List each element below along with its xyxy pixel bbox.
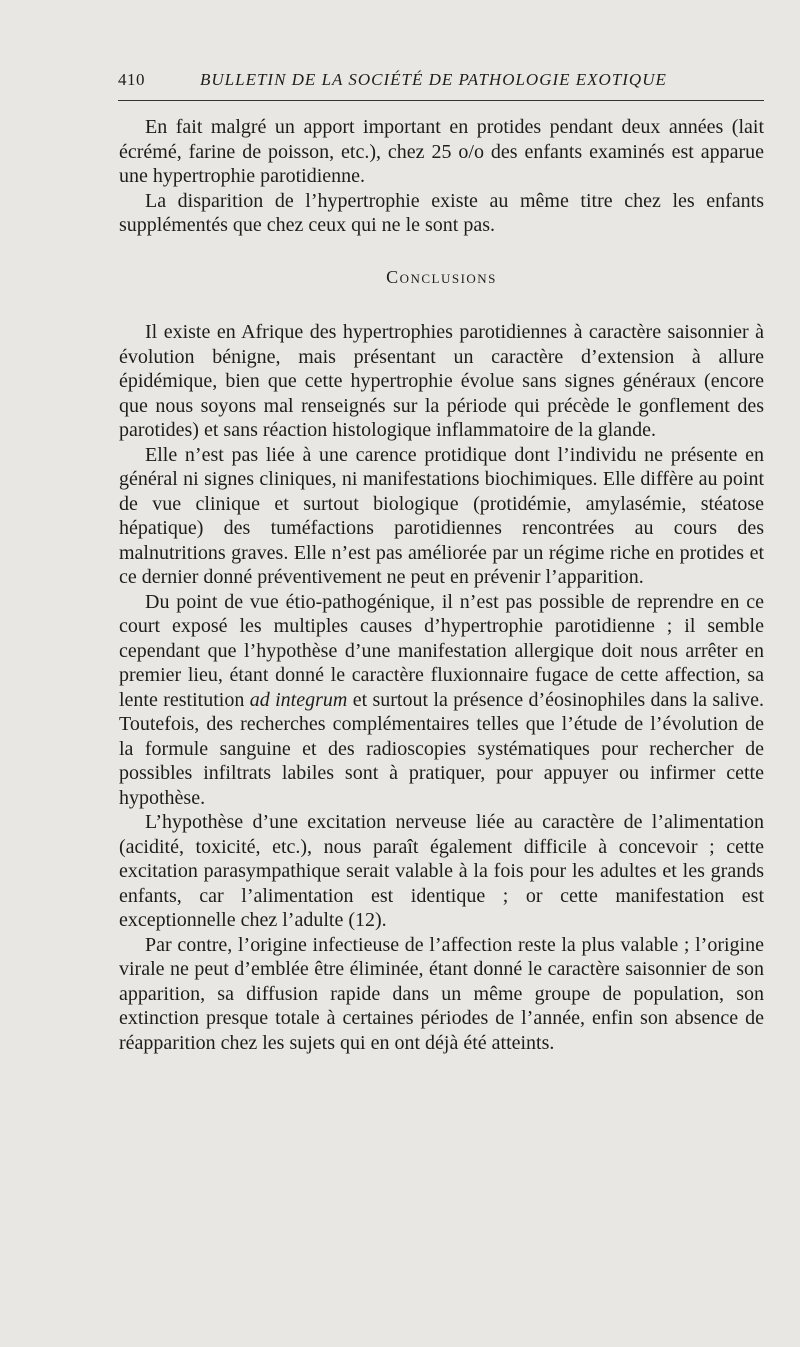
latin-term: ad integrum bbox=[249, 688, 348, 711]
section-heading: Conclusions bbox=[386, 266, 497, 287]
header-rule bbox=[118, 100, 764, 101]
paragraph bbox=[119, 590, 764, 811]
article-body bbox=[119, 115, 764, 1055]
page-number: 410 bbox=[118, 70, 145, 89]
running-title: BULLETIN DE LA SOCIÉTÉ DE PATHOLOGIE EXOTIQUE bbox=[200, 70, 667, 89]
paragraph-text: et surtout la présence d’éosinophiles dans la salive. Toutefois, des recherches complémentaires telles que l’étude de l’évolution de la formule sanguine et des radioscopies systématiques pour rechercher de possibles infiltrats labiles sont à pratiquer, pour appuyer ou infirmer cette hypothèse. bbox=[119, 688, 765, 809]
paragraph: Par contre, l’origine infectieuse de l’affection reste la plus valable ; l’origine virale ne peut d’emblée être éliminée, étant donné le caractère saisonnier de son apparition, sa diffusion rapide dans un même groupe de population, son extinction presque totale à certaines périodes de l’année, enfin son absence de réapparition chez les sujets qui en ont déjà été atteints. bbox=[119, 933, 764, 1054]
paragraph: L’hypothèse d’une excitation nerveuse liée au caractère de l’alimentation (acidité, toxicité, etc.), nous paraît également difficile à concevoir ; cette excitation parasympathique serait valable à la fois pour les adultes et les grands enfants, car l’alimentation est identique ; or cette manifestation est exceptionnelle chez l’adulte (12). bbox=[119, 811, 764, 931]
paragraph: La disparition de l’hypertrophie existe au même titre chez les enfants supplémentés que chez ceux qui ne le sont pas. bbox=[119, 189, 764, 236]
paragraph: En fait malgré un apport important en protides pendant deux années (lait écrémé, farine de poisson, etc.), chez 25 o/o des enfants examinés est apparue une hypertrophie parotidienne. bbox=[119, 116, 764, 187]
paragraph: Il existe en Afrique des hypertrophies parotidiennes à caractère saisonnier à évolution bénigne, mais présentant un caractère d’extension à allure épidémique, bien que cette hypertrophie évolue sans signes généraux (encore que nous soyons mal renseignés sur la période qui précède le gonflement des parotides) et sans réaction histologique inflammatoire de la glande. bbox=[119, 321, 764, 441]
paragraph: Elle n’est pas liée à une carence protidique dont l’individu ne présente en général ni signes cliniques, ni manifestations biochimiques. Elle diffère au point de vue clinique et surtout biologique (protidémie, amylasémie, stéatose hépatique) des tuméfactions parotidiennes rencontrées au cours des malnutritions graves. Elle n’est pas améliorée par un régime riche en protides et ce dernier donné préventivement ne peut en prévenir l’apparition. bbox=[119, 443, 764, 588]
paragraph-text: Du point de vue étio-pathogénique, il n’est pas possible de reprendre en ce court exposé les multiples causes d’hypertrophie parotidienne ; il semble cependant que l’hypothèse d’une manifestation allergique doit nous arrêter en premier lieu, étant donné le caractère fluxionnaire fugace de cette affection, sa lente restitution bbox=[119, 590, 764, 711]
